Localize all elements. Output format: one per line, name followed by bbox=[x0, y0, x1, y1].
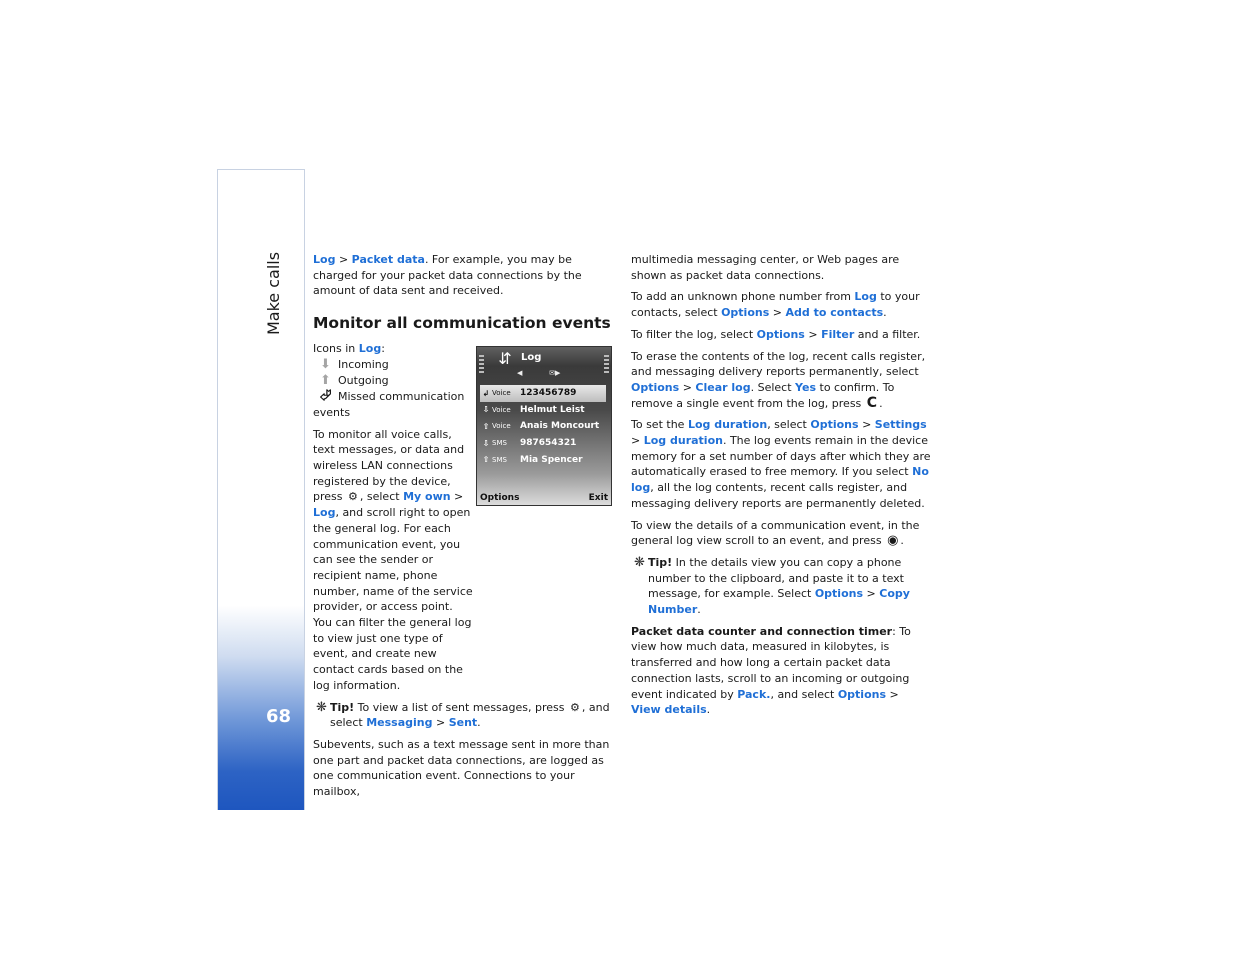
incoming-arrow-icon: ⬇ bbox=[320, 356, 331, 372]
phone-title: Log bbox=[521, 352, 542, 363]
menu-log-duration: Log duration bbox=[643, 434, 723, 448]
softkey-options[interactable]: Options bbox=[480, 493, 520, 503]
text: > bbox=[335, 253, 352, 266]
text: To add an unknown phone number from bbox=[631, 290, 855, 304]
outgoing-arrow-icon: ⇧ bbox=[482, 455, 490, 465]
right-column bbox=[631, 252, 931, 724]
log-type: Voice bbox=[492, 389, 511, 398]
text: : bbox=[381, 342, 385, 356]
legend-missed bbox=[313, 388, 473, 420]
text: > bbox=[858, 418, 875, 432]
tip-paragraph bbox=[631, 555, 931, 618]
log-name: Mia Spencer bbox=[520, 454, 583, 465]
add-contact-paragraph bbox=[631, 289, 931, 320]
menu-log: Log bbox=[854, 290, 877, 304]
menu-filter: Filter bbox=[821, 327, 855, 341]
log-name: 987654321 bbox=[520, 438, 577, 449]
section-title: Make calls bbox=[264, 251, 283, 335]
packet-counter-paragraph bbox=[631, 624, 931, 718]
text: . bbox=[883, 306, 887, 320]
menu-clear-log: Clear log bbox=[695, 380, 751, 394]
text-wrap bbox=[313, 427, 473, 694]
menu-log: Log bbox=[313, 253, 336, 266]
menu-key-icon: ⚙ bbox=[570, 700, 580, 714]
log-row[interactable] bbox=[480, 385, 606, 402]
text: , all the log contents, recent calls register, and messaging delivery reports are permanently deleted. bbox=[631, 481, 925, 510]
text: , select bbox=[359, 490, 404, 504]
tip-bulb-icon: ❋ bbox=[316, 699, 327, 715]
text: . bbox=[879, 396, 883, 410]
menu-view-details: View details bbox=[631, 703, 707, 717]
duration-paragraph bbox=[631, 417, 931, 511]
text: to your contacts, select bbox=[631, 290, 920, 320]
text: , and scroll right to open the general log. For each communication event, you can see the sender or recipient name, phone number, name of the service provider, or access point. You can filter the general log to view just one type of event, and create new contact cards based on the log information. bbox=[313, 506, 473, 692]
page-number: 68 bbox=[266, 706, 292, 727]
tip-bulb-icon: ❋ bbox=[634, 554, 645, 570]
tip-label: Tip! bbox=[648, 555, 673, 569]
log-type: Voice bbox=[492, 405, 511, 414]
tab-navigation-icon: ◀ ✉▶ bbox=[517, 369, 561, 377]
log-app-icon: ⇵ bbox=[498, 349, 512, 368]
text: . bbox=[706, 703, 711, 717]
clear-key-icon: C bbox=[866, 394, 878, 411]
text: To monitor all voice calls, text messages, or data and wireless LAN connections registered by the device, press bbox=[313, 427, 465, 504]
log-row[interactable] bbox=[480, 402, 606, 419]
subevents-paragraph: Subevents, such as a text message sent in more than one part and packet data connections, are logged as one communication event. Connections to your mailbox, bbox=[313, 737, 610, 799]
menu-options: Options bbox=[837, 687, 887, 701]
text: . Select bbox=[750, 380, 796, 394]
log-row[interactable] bbox=[480, 435, 606, 452]
text: , and select bbox=[330, 700, 610, 730]
text: and a filter. bbox=[854, 327, 921, 341]
outgoing-arrow-icon: ↲ bbox=[482, 388, 490, 398]
text: . bbox=[697, 603, 701, 617]
log-type: Voice bbox=[492, 422, 511, 431]
page-sidebar bbox=[217, 169, 305, 810]
menu-options: Options bbox=[756, 327, 805, 341]
mms-paragraph: multimedia messaging center, or Web pages are shown as packet data connections. bbox=[631, 253, 900, 282]
text: , and select bbox=[770, 687, 838, 701]
menu-add-to-contacts: Add to contacts bbox=[785, 306, 884, 320]
text: To erase the contents of the log, recent calls register, and messaging delivery reports permanently, select bbox=[631, 349, 926, 379]
menu-log: Log bbox=[313, 506, 336, 520]
phone-log-list bbox=[480, 385, 606, 468]
section-heading: Monitor all communication events bbox=[313, 314, 611, 333]
text: > bbox=[679, 380, 696, 394]
tip-paragraph bbox=[313, 700, 613, 731]
text: To view the details of a communication event, in the general log view scroll to an event, and press bbox=[631, 518, 920, 548]
log-name: Helmut Leist bbox=[520, 404, 585, 415]
legend-label: Missed communication events bbox=[313, 390, 465, 419]
text: > bbox=[769, 306, 786, 320]
text: > bbox=[886, 687, 899, 701]
icons-legend bbox=[313, 341, 473, 420]
filter-paragraph bbox=[631, 327, 931, 343]
text: To set the bbox=[631, 418, 688, 432]
text: To view a list of sent messages, press bbox=[354, 700, 568, 714]
details-paragraph bbox=[631, 518, 931, 549]
menu-log: Log bbox=[358, 342, 382, 356]
log-type: SMS bbox=[492, 439, 507, 448]
menu-pack: Pack. bbox=[737, 687, 771, 701]
phone-screenshot bbox=[476, 346, 612, 506]
text: > bbox=[863, 587, 880, 601]
menu-packet-data: Packet data bbox=[351, 253, 425, 266]
menu-sent: Sent bbox=[448, 716, 478, 730]
text: . bbox=[477, 716, 481, 730]
menu-copy-number: Copy Number bbox=[648, 587, 910, 617]
legend-outgoing bbox=[313, 373, 473, 389]
text: to confirm. To remove a single event from the log, press bbox=[631, 380, 895, 410]
softkey-exit[interactable]: Exit bbox=[588, 493, 608, 503]
outgoing-arrow-icon: ⇧ bbox=[482, 421, 490, 431]
intro-paragraph bbox=[313, 252, 613, 299]
left-column bbox=[313, 252, 613, 806]
legend-label: Incoming bbox=[338, 357, 389, 371]
text: . The log events remain in the device memory for a set number of days after which they are automatically erased to free memory. If you select bbox=[631, 434, 931, 479]
icons-intro bbox=[313, 341, 473, 357]
legend-label: Outgoing bbox=[338, 373, 389, 387]
menu-no-log: No log bbox=[631, 465, 929, 495]
text: > bbox=[450, 490, 464, 504]
text: . bbox=[900, 534, 904, 548]
scroll-key-icon: ◉ bbox=[887, 533, 899, 549]
menu-messaging: Messaging bbox=[366, 716, 433, 730]
log-name: 123456789 bbox=[520, 388, 577, 399]
text: Icons in bbox=[313, 342, 359, 356]
menu-options: Options bbox=[631, 380, 680, 394]
missed-call-icon: ⮰ bbox=[319, 386, 332, 405]
menu-yes: Yes bbox=[795, 380, 817, 394]
text: > bbox=[432, 716, 449, 730]
menu-options: Options bbox=[814, 587, 864, 601]
log-row[interactable] bbox=[480, 451, 606, 468]
menu-log-duration: Log duration bbox=[687, 418, 768, 432]
log-name: Anais Moncourt bbox=[520, 421, 600, 432]
menu-my-own: My own bbox=[403, 490, 451, 504]
text: > bbox=[631, 434, 644, 448]
signal-bars-icon bbox=[479, 355, 484, 385]
erase-paragraph bbox=[631, 349, 931, 412]
bold-term: Packet data counter and connection timer bbox=[631, 624, 893, 638]
text: . For example, you may be charged for your packet data connections by the amount of data sent and received. bbox=[313, 253, 582, 298]
incoming-arrow-icon: ⇩ bbox=[482, 405, 490, 415]
text: : To view how much data, measured in kilobytes, is transferred and how long a certain packet data connection lasts, scroll to an incoming or outgoing event indicated by bbox=[631, 624, 911, 701]
text: To filter the log, select bbox=[631, 327, 757, 341]
text: , select bbox=[767, 418, 811, 432]
menu-options: Options bbox=[810, 418, 859, 432]
menu-options: Options bbox=[721, 306, 770, 320]
menu-settings: Settings bbox=[874, 418, 927, 432]
log-row[interactable] bbox=[480, 418, 606, 435]
log-type: SMS bbox=[492, 455, 507, 464]
legend-incoming bbox=[313, 357, 473, 373]
text: > bbox=[804, 327, 822, 341]
incoming-arrow-icon: ⇩ bbox=[482, 438, 490, 448]
outgoing-arrow-icon: ⬆ bbox=[320, 372, 331, 388]
tip-label: Tip! bbox=[330, 700, 355, 714]
menu-key-icon: ⚙ bbox=[348, 490, 358, 504]
text: In the details view you can copy a phone number to the clipboard, and paste it to a text message, for example. Select bbox=[648, 555, 904, 601]
